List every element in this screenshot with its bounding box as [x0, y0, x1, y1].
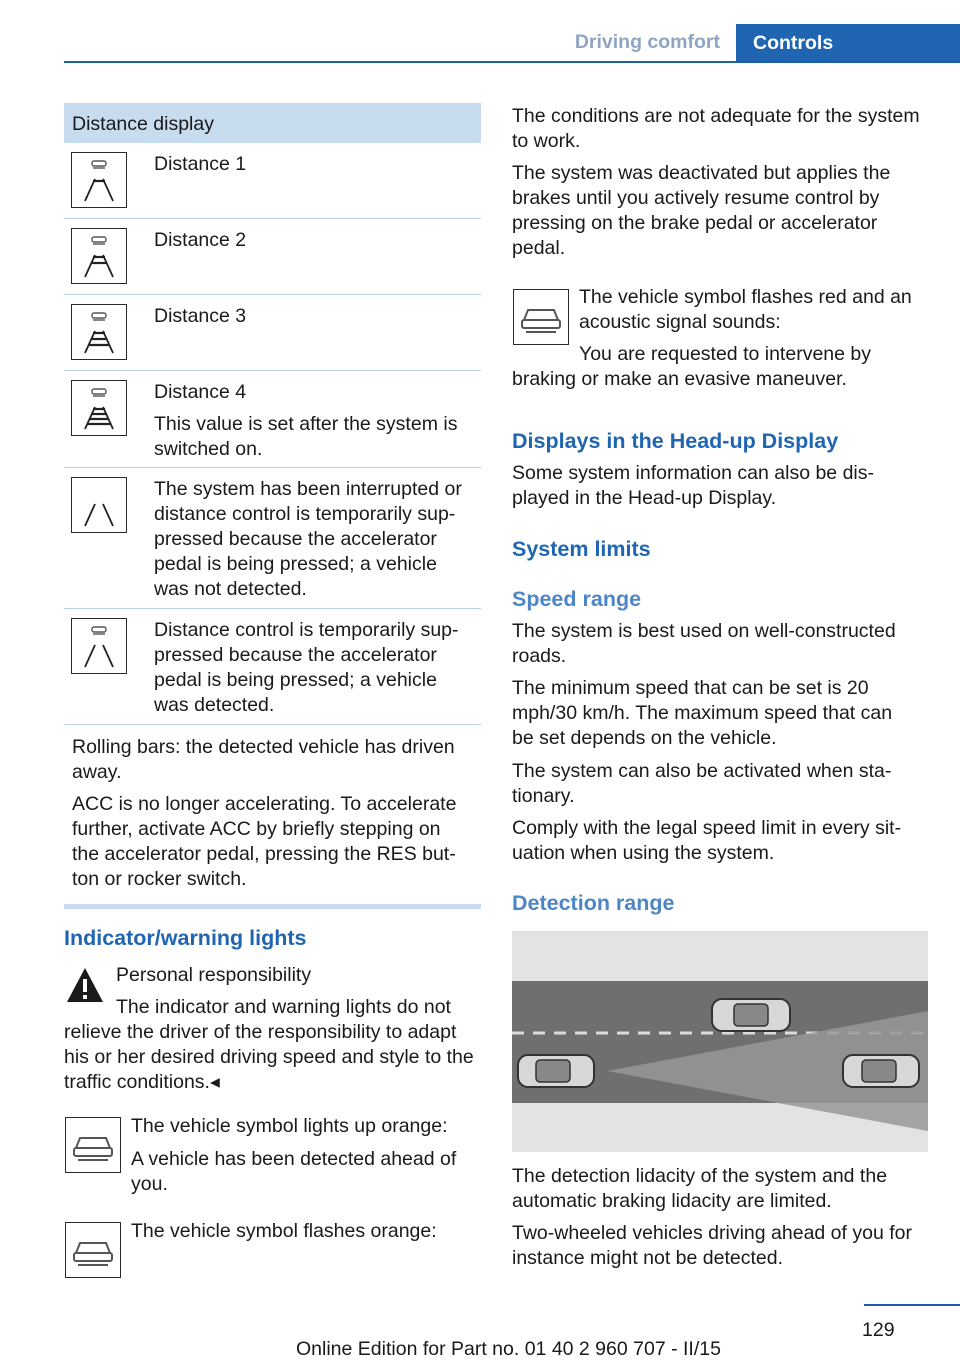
- detect-text-2: Two-wheeled vehicles driving ahead of you for instance might not be detected.: [512, 1222, 912, 1269]
- note-text: ACC is no longer accelerating. To accelerate further, activate ACC by briefly stepping on the accelerator pedal, pressing the RES button or rocker switch.: [72, 793, 457, 890]
- orange-flash-text: The vehicle symbol flashes orange:: [131, 1220, 437, 1242]
- distance-4-icon: [71, 380, 127, 436]
- row-text: Distance control is temporarily suppressed because the accelerator pedal is being pressed; a vehicle was detected.: [154, 619, 459, 716]
- warning-title: Personal responsibility: [116, 964, 312, 986]
- detection-range-illustration: [512, 931, 928, 1152]
- vehicle-red-icon: [513, 289, 569, 345]
- distance-3-icon: [71, 304, 127, 360]
- lane-vehicle-icon: [71, 618, 127, 674]
- speed-text-1: The system is best used on well-constructed roads.: [512, 620, 896, 667]
- speed-heading: Speed range: [512, 587, 642, 611]
- header-rule: [64, 61, 960, 63]
- detect-text-1: The detection lidacity of the system and the automatic braking lidacity are limited.: [512, 1165, 888, 1212]
- table-row: [64, 219, 481, 295]
- distance-2-icon: [71, 228, 127, 284]
- running-header-section: Driving comfort: [574, 31, 720, 53]
- table-row: [64, 468, 481, 609]
- vehicle-orange-icon: [65, 1117, 121, 1173]
- indicator-heading: Indicator/warning lights: [64, 926, 307, 950]
- row-text: Distance 1: [154, 153, 247, 175]
- lane-no-bars-icon: [71, 477, 127, 533]
- hud-heading: Displays in the Head-up Display: [512, 429, 839, 453]
- detect-heading: Detection range: [512, 891, 675, 915]
- hud-text: Some system information can also be displayed in the Head-up Display.: [512, 462, 874, 509]
- limits-heading: System limits: [512, 537, 651, 561]
- running-header-chapter: Controls: [736, 24, 960, 62]
- speed-text-4: Comply with the legal speed limit in every situation when using the system.: [512, 817, 902, 864]
- red-flash-text: The vehicle symbol flashes red and an acoustic signal sounds:: [579, 286, 912, 333]
- distance-1-icon: [71, 152, 127, 208]
- warning-text: The indicator and warning lights do not relieve the driver of the responsibility to adapt his or her desired driving speed and style to the traffic conditions.◂: [64, 996, 474, 1093]
- row-text: This value is set after the system is switched on.: [154, 413, 458, 460]
- page-number: 129: [862, 1319, 895, 1341]
- speed-text-2: The minimum speed that can be set is 20 mph/30 km/h. The maximum speed that can be set depends on the vehicle.: [512, 677, 893, 749]
- orange-lit-text: The vehicle symbol lights up orange:: [131, 1115, 448, 1137]
- table-row: [64, 143, 481, 219]
- distance-display-table: [64, 103, 481, 909]
- own-car-icon: [518, 1055, 594, 1087]
- edition-footer: Online Edition for Part no. 01 40 2 960 707 - II/15: [296, 1338, 721, 1360]
- table-row: [64, 295, 481, 371]
- row-text: Distance 4: [154, 381, 247, 403]
- row-text: The system has been interrupted or distance control is temporarily suppressed because the accelerator pedal is being pressed; a vehicle was not detected.: [154, 478, 462, 600]
- orange-lit-desc: A vehicle has been detected ahead of you.: [131, 1148, 457, 1195]
- cond-2: The system was deactivated but applies the brakes until you actively resume control by pressing on the brake pedal or accelerator pedal.: [512, 162, 891, 259]
- row-text: Distance 2: [154, 229, 247, 251]
- speed-text-3: The system can also be activated when stationary.: [512, 760, 892, 807]
- table-note: [64, 725, 481, 909]
- car-far-icon: [843, 1055, 919, 1087]
- vehicle-flash-icon: [65, 1222, 121, 1278]
- table-row: [64, 609, 481, 725]
- red-flash-desc: You are requested to intervene by braking or make an evasive maneuver.: [512, 343, 871, 390]
- footer-rule: [864, 1304, 960, 1306]
- note-text: Rolling bars: the detected vehicle has driven away.: [72, 736, 455, 783]
- table-row: [64, 371, 481, 468]
- cond-1: The conditions are not adequate for the system to work.: [512, 105, 920, 152]
- row-text: Distance 3: [154, 305, 247, 327]
- table-heading: Distance display: [64, 103, 481, 143]
- car-ahead-icon: [712, 999, 790, 1031]
